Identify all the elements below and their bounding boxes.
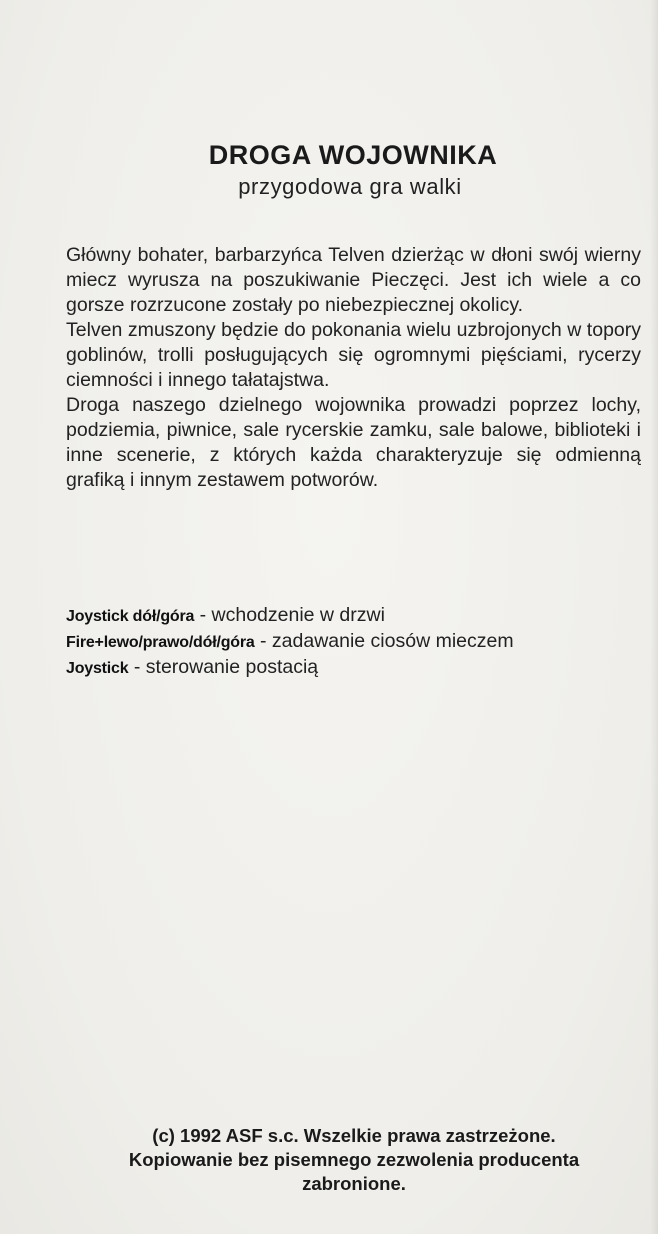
control-key: Joystick dół/góra xyxy=(66,608,195,625)
description-paragraph: Droga naszego dzielnego wojownika prowadzi poprzez lochy, podziemia, piwnice, sale rycerskie zamku, sale balowe, biblioteki i inne scenerie, z których każda charakteryzuje się odmienną grafiką i innym zestawem potworów. xyxy=(66,394,641,491)
copyright-line: Kopiowanie bez pisemnego zezwolenia producenta xyxy=(128,1149,580,1170)
control-action: - sterowanie postacią xyxy=(128,656,319,678)
controls-list xyxy=(66,603,646,681)
control-row xyxy=(66,603,646,629)
control-action: - wchodzenie w drzwi xyxy=(194,604,385,626)
game-subtitle: przygodowa gra walki xyxy=(238,174,462,199)
control-row xyxy=(66,655,646,681)
control-action: - zadawanie ciosów mieczem xyxy=(254,630,514,652)
game-title: DROGA WOJOWNIKA xyxy=(208,140,498,170)
description xyxy=(66,243,641,493)
copyright-line: zabronione. xyxy=(302,1173,406,1194)
control-row xyxy=(66,629,646,655)
description-paragraph: Główny bohater, barbarzyńca Telven dzierżąc w dłoni swój wierny miecz wyrusza na poszukiwanie Pieczęci. Jest ich wiele a co gorsze rozrzucone zostały po niebezpiecznej okolicy. xyxy=(66,244,641,316)
copyright-notice xyxy=(0,1124,658,1196)
copyright-line: (c) 1992 ASF s.c. Wszelkie prawa zastrzeżone. xyxy=(152,1125,556,1146)
control-key: Joystick xyxy=(66,660,129,677)
control-key: Fire+lewo/prawo/dół/góra xyxy=(66,634,255,651)
description-paragraph: Telven zmuszony będzie do pokonania wielu uzbrojonych w topory goblinów, trolli posługujących się ogromnymi pięściami, rycerzy ciemności i innego tałatajstwa. xyxy=(66,319,641,391)
